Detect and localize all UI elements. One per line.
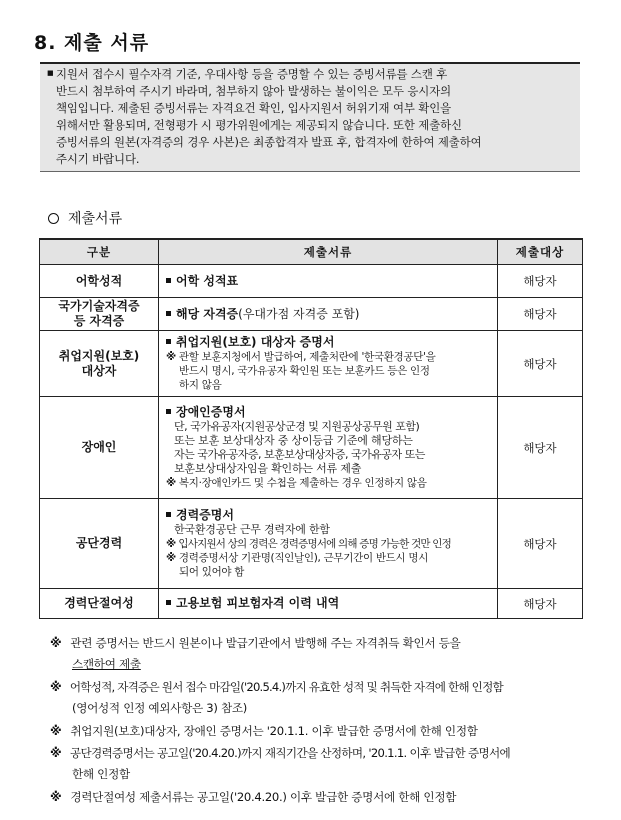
target-cell: 해당자 <box>498 331 583 397</box>
table-row <box>40 499 583 589</box>
note-text: 되어 있어야 함 <box>179 566 245 578</box>
documents-cell <box>159 589 498 619</box>
footnote <box>50 632 461 654</box>
category-cell: 어학성적 <box>40 265 159 298</box>
footnote-text: 어학성적, 자격증은 원서 접수 마감일('20.5.4.)까지 유효한 성적 및 취득한 자격에 한해 인정함 <box>69 680 503 694</box>
footnote-text: (영어성적 인정 예외사항은 3) 참조) <box>72 701 247 715</box>
header-documents: 제출서류 <box>159 239 498 265</box>
reference-mark-icon: ※ <box>166 552 176 564</box>
target-cell: 해당자 <box>498 397 583 499</box>
category-cell <box>40 331 159 397</box>
target-cell: 해당자 <box>498 589 583 619</box>
table-row <box>40 265 583 298</box>
documents-cell <box>159 499 498 589</box>
doc-detail: 보훈보상대상자임을 확인하는 서류 제출 <box>174 462 362 475</box>
note-text: 입사지원서 상의 경력은 경력증명서에 의해 증명 가능한 것만 인정 <box>178 538 451 550</box>
square-bullet-icon: ■ <box>47 69 54 77</box>
target-cell: 해당자 <box>498 265 583 298</box>
table-row <box>40 397 583 499</box>
category-cell: 공단경력 <box>40 499 159 589</box>
reference-mark-icon: ※ <box>50 724 62 738</box>
circle-bullet-icon <box>48 213 59 224</box>
documents-cell <box>159 397 498 499</box>
square-bullet-icon <box>166 409 171 414</box>
doc-title: 해당 자격증 <box>176 306 239 321</box>
doc-detail: 한국환경공단 근무 경력자에 한함 <box>174 523 330 536</box>
reference-mark-icon: ※ <box>50 790 62 804</box>
notice-line: 위해서만 활용되며, 전형평가 시 평가위원에게는 제공되지 않습니다. 또한 제출하신 <box>56 118 462 132</box>
square-bullet-icon <box>166 512 171 517</box>
note-text: 경력증명서상 기관명(직인날인), 근무기간이 반드시 명시 <box>178 552 429 564</box>
footnote-text: 관련 증명서는 반드시 원본이나 발급기관에서 발행해 주는 자격취득 확인서 등을 <box>70 636 461 650</box>
reference-mark-icon: ※ <box>50 746 61 760</box>
reference-mark-icon: ※ <box>50 680 61 694</box>
notice-line: 주시기 바랍니다. <box>56 152 140 166</box>
notice-line: 지원서 접수시 필수자격 기준, 우대사항 등을 증명할 수 있는 증빙서류를 스캔 후 <box>56 67 448 81</box>
table-row <box>40 331 583 397</box>
reference-mark-icon: ※ <box>166 477 176 489</box>
reference-mark-icon: ※ <box>166 351 176 363</box>
category-cell <box>40 298 159 331</box>
doc-title: 고용보험 피보험자격 이력 내역 <box>176 596 340 610</box>
footnote-text: 취업지원(보호)대상자, 장애인 증명서는 '20.1.1. 이후 발급한 증명서에 한해 인정함 <box>70 724 478 738</box>
footnote-text: 공단경력증명서는 공고일('20.4.20.)까지 재직기간을 산정하며, '20.1.1. 이후 발급한 증명서에 <box>69 746 510 760</box>
reference-mark-icon: ※ <box>50 636 62 650</box>
square-bullet-icon <box>166 339 171 344</box>
reference-mark-icon: ※ <box>166 538 176 550</box>
category-line: 국가기술자격증 <box>58 299 140 313</box>
header-target: 제출대상 <box>498 239 583 265</box>
doc-title: 취업지원(보호) 대상자 증명서 <box>176 335 335 349</box>
subheading <box>48 208 122 228</box>
table-header-row <box>40 239 583 265</box>
target-cell: 해당자 <box>498 298 583 331</box>
documents-cell <box>159 331 498 397</box>
footnote <box>50 676 503 698</box>
footnote <box>50 720 478 742</box>
doc-title: 경력증명서 <box>176 508 234 522</box>
footnote-text: 한해 인정함 <box>72 767 130 781</box>
doc-detail: 또는 보훈 보상대상자 중 상이등급 기준에 해당하는 <box>174 434 413 447</box>
target-cell: 해당자 <box>498 499 583 589</box>
note-text: 반드시 명시, 국가유공자 확인원 또는 보훈카드 등은 인정 <box>179 365 430 377</box>
square-bullet-icon <box>166 311 171 316</box>
category-line: 대상자 <box>81 363 117 378</box>
documents-cell <box>159 265 498 298</box>
table-row <box>40 589 583 619</box>
note-text: 관할 보훈지청에서 발급하여, 제출처란에 '한국환경공단'을 <box>178 351 436 363</box>
documents-cell <box>159 298 498 331</box>
footnote <box>50 786 456 808</box>
doc-title-extra: (우대가점 자격증 포함) <box>238 306 360 321</box>
subheading-text: 제출서류 <box>68 211 123 227</box>
doc-title: 어학 성적표 <box>176 273 239 288</box>
category-cell: 경력단절여성 <box>40 589 159 619</box>
square-bullet-icon <box>166 600 171 605</box>
footnote <box>50 742 510 764</box>
notice-box <box>40 62 580 172</box>
footnote-text: 스캔하여 제출 <box>72 657 141 671</box>
documents-table <box>39 238 583 619</box>
header-category: 구분 <box>40 239 159 265</box>
square-bullet-icon <box>166 278 171 283</box>
note-text: 복지·장애인카드 및 수첩을 제출하는 경우 인정하지 않음 <box>178 477 427 489</box>
doc-detail: 단, 국가유공자(지원공상군경 및 지원공상공무원 포함) <box>174 420 420 433</box>
notice-line: 증빙서류의 원본(자격증의 경우 사본)은 최종합격자 발표 후, 합격자에 한하여 제출하여 <box>56 135 482 149</box>
note-text: 하지 않음 <box>179 379 222 391</box>
notice-line: 반드시 첨부하여 주시기 바라며, 첨부하지 않아 발생하는 불이익은 모두 응시자의 <box>56 84 452 98</box>
table-row <box>40 298 583 331</box>
section-title: 8. 제출 서류 <box>34 32 150 54</box>
category-line: 취업지원(보호) <box>58 348 140 363</box>
category-line: 등 자격증 <box>73 314 125 328</box>
doc-title: 장애인증명서 <box>176 405 246 419</box>
doc-detail: 자는 국가유공자증, 보훈보상대상자증, 국가유공자 또는 <box>174 448 425 461</box>
category-cell: 장애인 <box>40 397 159 499</box>
notice-line: 책임입니다. 제출된 증빙서류는 자격요건 확인, 입사지원서 허위기재 여부 확인을 <box>56 101 452 115</box>
footnote-text: 경력단절여성 제출서류는 공고일('20.4.20.) 이후 발급한 증명서에 한해 인정함 <box>70 790 457 804</box>
